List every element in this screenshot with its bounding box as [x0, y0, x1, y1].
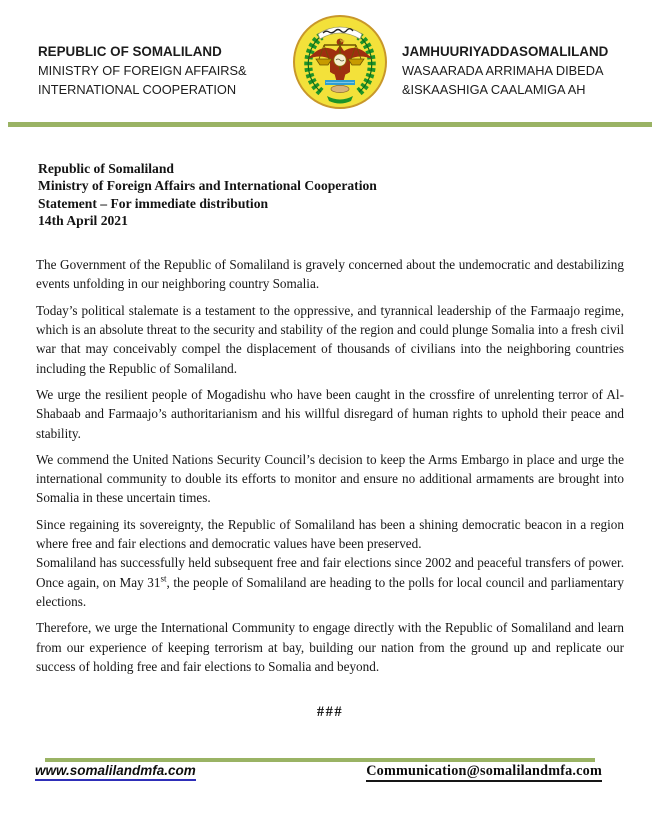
- title-country: Republic of Somaliland: [38, 161, 174, 176]
- paragraph-6-text: Somaliland has successfully held subsequent free and fair elections since 2002 and peaceful transfers of power. Once again, on May 31: [36, 555, 624, 590]
- document-title-block: [38, 160, 624, 229]
- title-statement: Statement – For immediate distribution: [38, 195, 269, 211]
- paragraph-5: Since regaining its sovereignty, the Republic of Somaliland has been a shining democratic beacon in a region where free and fair elections and democratic values have been preserved.: [36, 516, 624, 552]
- country-name-en: REPUBLIC OF SOMALILAND: [38, 44, 222, 59]
- ministry-line1-en: MINISTRY OF FOREIGN AFFAIRS&: [38, 62, 247, 78]
- paragraph-7: Therefore, we urge the International Community to engage directly with the Republic of Somaliland and learn from our experience of keeping terrorism at bay, building our nation from the ground up and replicate our success of holding free and fair elections to Somalia and beyond.: [36, 620, 624, 674]
- ministry-line2-so: &ISKAASHIGA CAALAMIGA AH: [402, 81, 586, 97]
- somaliland-emblem-icon: [290, 12, 390, 112]
- paragraph-3: We urge the resilient people of Mogadishu who have been caught in the crossfire of unrelenting terror of Al-Shabaab and Farmaajo’s authoritarianism and his willful disregard of human rights to uphold their peace and stability.: [36, 386, 624, 441]
- ministry-name-english: [38, 43, 290, 99]
- paragraph-6-text-cont: , the people of Somaliland are heading to the polls for local council and parliamentary elections.: [36, 574, 624, 609]
- paragraph-1: The Government of the Republic of Somaliland is gravely concerned about the undemocratic and destabilizing events unfolding in our neighboring country Somalia.: [36, 257, 624, 292]
- paragraph-4: We commend the United Nations Security Council’s decision to keep the Arms Embargo in place and urge the international community to double its efforts to monitor and ensure no additional armaments are brought into Somalia in these uncertain times.: [36, 451, 624, 506]
- ministry-line2-en: INTERNATIONAL COOPERATION: [38, 81, 237, 97]
- ministry-line1-so: WASAARADA ARRIMAHA DIBEDA: [402, 62, 604, 78]
- ordinal-superscript: st: [160, 573, 167, 584]
- paragraph-6: [36, 553, 624, 611]
- end-of-release-mark: ###: [316, 704, 344, 721]
- email-link[interactable]: Communication@somalilandmfa.com: [366, 763, 602, 782]
- statement-body: [36, 255, 624, 721]
- country-name-so: JAMHUURIYADDASOMALILAND: [402, 44, 609, 59]
- title-ministry: Ministry of Foreign Affairs and International Cooperation: [38, 178, 377, 194]
- paragraph-2: Today’s political stalemate is a testament to the oppressive, and tyrannical leadership of the Farmaajo regime, which is an absolute threat to the security and stability of the region and could plunge Somalia into a fresh civil war that may conceivably compel the displacement of thousands of civilians into the neighboring countries including the Republic of Somaliland.: [36, 302, 624, 376]
- footer: [0, 758, 660, 782]
- header-divider: [8, 122, 652, 127]
- title-date: 14th April 2021: [38, 212, 128, 228]
- ministry-name-somali: [402, 43, 608, 99]
- letterhead: [0, 0, 660, 112]
- website-link[interactable]: www.somalilandmfa.com: [35, 763, 196, 781]
